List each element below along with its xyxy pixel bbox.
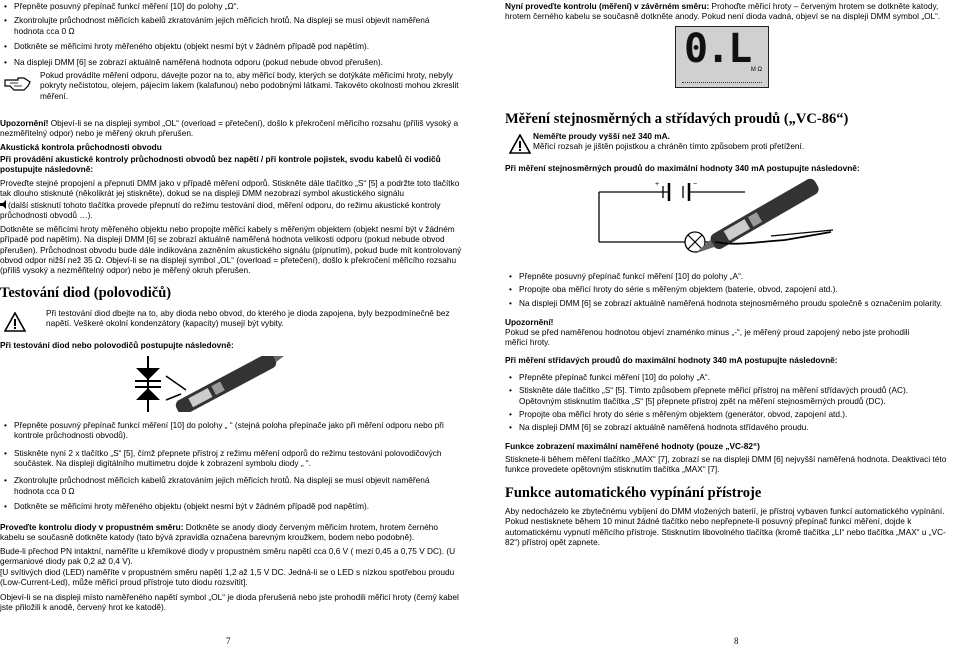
caution-text: Pokud se před naměřenou hodnotou objeví znaménko minus „-“, je měřený proud zapojený nebo jste prohodili měřicí hroty.	[505, 327, 910, 348]
diode-test-illustration	[126, 356, 316, 412]
list-item: • Přepněte posuvný přepínač funkcí měření [10] do polohy „ “ (stejná poloha přepínače jako při měření odporu nebo při kontrole průchodnosti obvodů).	[4, 420, 460, 441]
list-item: • Stiskněte nyní 2 x tlačítko „S“ [5], čímž přepnete přístroj z režimu měření odporů do režimu testování polovodičových součástek. Na displeji digitálního multimetru dojde k zobrazení symbolu diody „ “.	[4, 448, 460, 469]
list-item: • Dotkněte se měřicími hroty měřeného objektu (objekt nesmí být v žádném případě pod napětím).	[4, 41, 464, 51]
auto-off-text: Aby nedocházelo ke zbytečnému vybíjení do DMM vložených baterií, je přístroj vybaven funkcí automatického vypínání. Pokud nestisknete během 10 minut žádné tlačítko nebo nepřepnete-li posuvný přepínač funkcí měření, dojde k automatickému vypnutí měřicího přístroje. Stisknutím libovolného tlačítka (kromě tlačítka „LI“ nebo tlačítka „MAX“ u „VC-82“) přístroj opět zapnete.	[505, 506, 946, 548]
reverse-check-label: Nyní proveďte kontrolu (měření) v závěrném směru:	[505, 1, 710, 11]
dc-bullet-list	[509, 271, 959, 308]
reverse-check-text: Prohoďte měřicí hroty – červeným hrotem se dotkněte katody, hrotem černého kabelu se současně dotkněte anody. Pokud není dioda vadná, objeví se na displeji DMM symbol „OL“.	[505, 1, 941, 22]
caution-label: Upozornění!	[505, 317, 554, 327]
svg-text:−: −	[693, 181, 698, 188]
list-item: • Na displeji DMM [6] se zobrazí aktuálně naměřená hodnota stejnosměrného proudu společně s označením polarity.	[509, 298, 959, 308]
warning-triangle-icon	[509, 134, 531, 154]
list-item: • Zkontrolujte průchodnost měřicích kabelů zkratováním jejich měřicích hrotů. Na displeji se musí objevit naměřená hodnota cca 0 Ω	[4, 475, 460, 496]
pn-junction-paragraph: Bude-li přechod PN intaktní, naměříte u křemíkové diody v propustném směru napětí cca 0,6 V ( mezi 0,45 a 0,75 V DC). (U germaniové diody pak 0,2 až 0,4 V). [U svítivých diod (LED) naměříte v propustném směru napětí 1,2 až 1,5 V DC. Jedná-li se o LED s nízkou spotřebou proudu (Low-Current-Led), může měřicí proud přístroje tuto diodu rozsvítit].	[0, 546, 456, 588]
list-item: • Stiskněte dále tlačítko „S“ [5]. Tímto způsobem přepnete měřicí přístroj na měření střídavých proudů (AC). Opětovným stisknutím tlačítka „S“ [5] přepnete přístroj zpět na měření stejnosměrných proudů (DC).	[509, 385, 929, 406]
overload-warning	[0, 118, 462, 139]
page-number: 7	[226, 636, 231, 646]
forward-check-text: Dotkněte se anody diody červeným měřicím hrotem, hrotem černého kabelu se současně dotkněte katody (tato bývá zpravidla označena barevným kroužkem, bodem nebo podobně).	[0, 522, 439, 543]
dc-procedure-title: Při měření stejnosměrných proudů do maximální hodnoty 340 mA postupujte následovně:	[505, 163, 860, 173]
pointing-hand-icon	[4, 72, 32, 94]
ac-bullet-list	[509, 372, 929, 433]
speaker-icon	[0, 200, 8, 209]
reverse-polarity-paragraph: Objeví-li se na displeji místo naměřeného napětí symbol „OL“ je dioda přerušená nebo jste prohodili měřicí hroty (černý kabel jste přiložili k anodě, červený hrot ke katodě).	[0, 592, 459, 613]
list-item: • Na displeji DMM [6] se zobrazí aktuálně naměřená hodnota střídavého proudu.	[509, 422, 929, 432]
warning-label: Upozornění!	[0, 118, 49, 128]
diode-heading: Testování diod (polovodičů)	[0, 285, 172, 301]
acoustic-instructions: Při provádění akustické kontroly průchodnosti obvodů bez napětí / při kontrole pojistek, svodu kabelů či vodičů postupujte následovně:	[0, 154, 441, 175]
warning-text: Objeví-li se na displeji symbol „OL“ (overload = přetečení), došlo k překročení měřicího rozsahu (příliš vysoký a nezměřitelný odpor) nebo je měřený okruh přerušen.	[0, 118, 459, 139]
warning-triangle-icon	[4, 312, 26, 332]
list-item: • Propojte oba měřicí hroty do série s měřeným objektem (generátor, obvod, zapojení atd.).	[509, 409, 929, 419]
list-item: • Propojte oba měřicí hroty do série s měřeným objektem (baterie, obvod, zapojení atd.).	[509, 284, 959, 294]
continuity-paragraph: Dotkněte se měřicími hroty měřeného objektu nebo propojte měřicí kabely s měřeným objektem (objekt nesmí být v žádném případě pod napětím). Na displeji DMM [6] se zobrazí aktuálně naměřená hodnota velikosti odporu (pokud nebude obvod přerušen). Průchodnost obvodu bude dále indikována zazněním akustického signálu (pípnutím), pokud bude mít kontrolovaný obvod odpor nižší než 35 Ω. Objeví-li se na displeji symbol „OL“ (overload = přetečení), došlo k překročení měřicího rozsahu (příliš vysoký a nezměřitelný odpor) nebo je měřený okruh přerušen.	[0, 224, 462, 276]
page-number: 8	[734, 636, 739, 646]
acoustic-paragraph: Proveďte stejné propojení a přepnutí DMM jako v případě měření odporů. Stiskněte dále tlačítko „S“ [5] a podržte toto tlačítko tak dlouho stisknuté (několikrát jej stiskněte), dokud se na displeji DMM nezobrazí symbol akustického signálu	[0, 178, 460, 199]
list-item: • Na displeji DMM [6] se zobrazí aktuálně naměřená hodnota odporu (pokud nebude obvod přerušen).	[4, 57, 464, 67]
lcd-display	[675, 26, 769, 88]
max-function-text: Stisknete-li během měření tlačítko „MAX“ [7], zobrazí se na displeji DMM [6] nejvyšší naměřená hodnota. Deaktivaci této funkce provedete opětovným stisknutím tlačítka „MAX“ [7].	[505, 454, 947, 475]
list-item: • Zkontrolujte průchodnost měřicích kabelů zkratováním jejich měřicích hrotů. Na displeji se musí objevit naměřená hodnota cca 0 Ω	[4, 15, 444, 36]
current-warning-text: Měřicí rozsah je jištěn pojistkou a chráněn tímto způsobem proti přetížení.	[533, 141, 805, 151]
note-paragraph: Pokud provádíte měření odporu, dávejte pozor na to, aby měřicí body, kterých se dotýkáte měřicími hroty, nebyly pokryty nečistotou, olejem, pájecím lakem (kalafunou) nebo podobnými látkami. Takovéto okolnosti mohou zkreslit měření.	[40, 70, 459, 101]
lcd-reading: 0.L	[684, 26, 751, 72]
diode-bullet-list	[4, 420, 460, 512]
acoustic-title: Akustická kontrola průchodnosti obvodu	[0, 142, 162, 152]
current-warning-label: Neměřte proudy vyšší než 340 mA.	[533, 131, 670, 141]
top-bullet-list	[4, 0, 464, 68]
lcd-bargraph	[682, 79, 762, 83]
forward-check-label: Proveďte kontrolu diody v propustném směru:	[0, 522, 184, 532]
dc-current-circuit-illustration	[585, 176, 835, 268]
reverse-check-paragraph	[505, 1, 955, 22]
ac-procedure-title: Při měření střídavých proudů do maximální hodnoty 340 mA postupujte následovně:	[505, 355, 838, 365]
diode-procedure-title: Při testování diod nebo polovodičů postupujte následovně:	[0, 340, 234, 350]
svg-text:+: +	[655, 181, 660, 188]
auto-off-heading: Funkce automatického vypínání přístroje	[505, 485, 762, 501]
list-item: • Dotkněte se měřicími hroty měřeného objektu (objekt nesmí být v žádném případě pod napětím).	[4, 501, 460, 511]
current-heading: Měření stejnosměrných a střídavých proudů („VC-86“)	[505, 111, 849, 127]
list-item: • Přepněte přepínač funkcí měření [10] do polohy „A“.	[509, 372, 929, 382]
max-function-title: Funkce zobrazení maximální naměřené hodnoty (pouze „VC-82“)	[505, 441, 760, 451]
acoustic-paragraph-continued: (další stisknutí tohoto tlačítka provede přepnutí do režimu testování diod, měření odporu, do režimu akustické kontroly průchodnosti obvodů …).	[0, 200, 441, 221]
forward-check-paragraph	[0, 522, 462, 543]
list-item: • Přepněte posuvný přepínač funkcí měření [10] do polohy „Ω“.	[4, 1, 464, 11]
list-item: • Přepněte posuvný přepínač funkcí měření [10] do polohy „A“.	[509, 271, 959, 281]
lcd-unit: M Ω	[750, 67, 762, 73]
diode-warning-text: Při testování diod dbejte na to, aby dioda nebo obvod, do kterého je dioda zapojena, byly bezpodmínečně bez napětí. Veškeré okolní kondenzátory (kapacity) musejí být vybity.	[46, 308, 450, 329]
